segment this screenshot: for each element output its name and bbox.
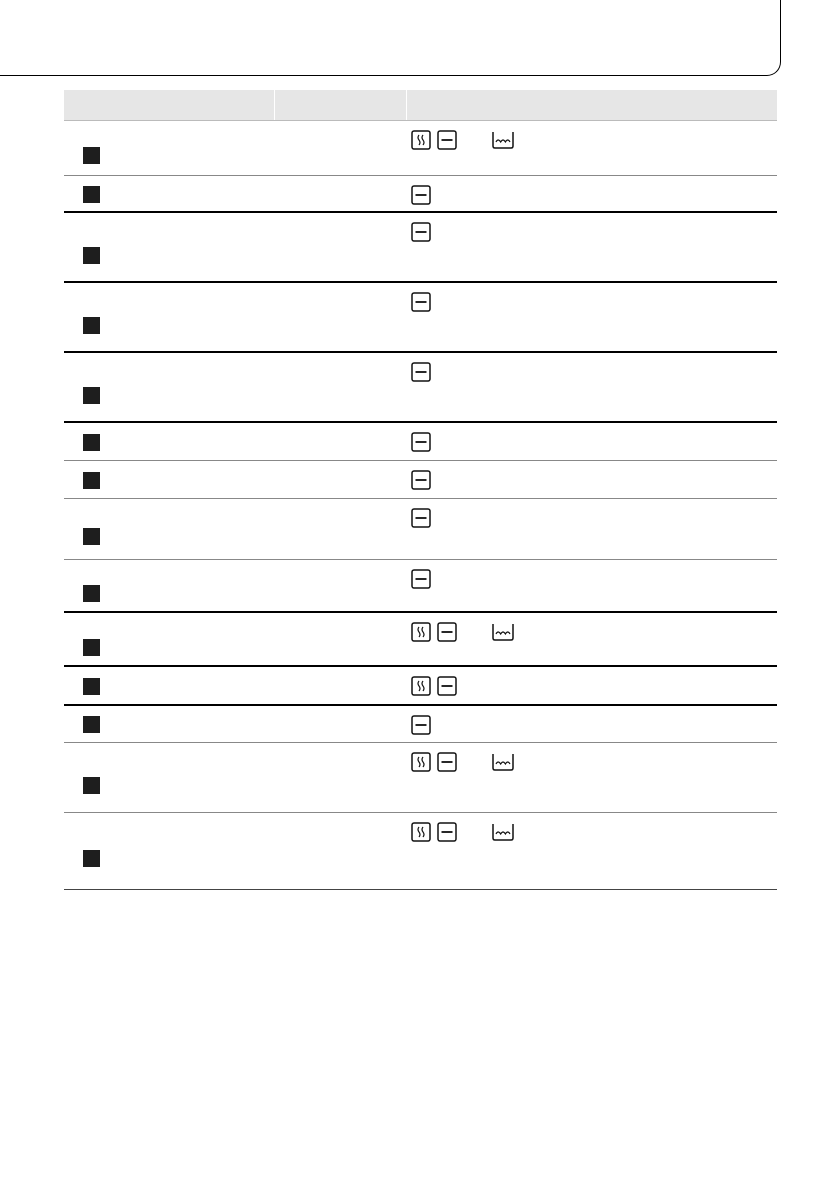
function-icons — [411, 470, 437, 490]
heat-element-icon — [437, 822, 457, 842]
heat-element-icon — [411, 185, 431, 205]
heat-element-icon — [411, 569, 431, 589]
table-row — [64, 461, 777, 499]
table-row — [64, 121, 777, 176]
steam-icon — [411, 822, 431, 842]
table-row — [64, 213, 777, 283]
steam-icon — [411, 752, 431, 772]
table-row — [64, 499, 777, 560]
table-header — [64, 90, 777, 121]
function-icons — [411, 130, 521, 150]
table-row — [64, 353, 777, 423]
table-row — [64, 743, 777, 813]
steam-icon — [411, 676, 431, 696]
heat-element-icon — [411, 362, 431, 382]
heat-element-icon — [437, 676, 457, 696]
function-icons — [411, 822, 521, 842]
table-row — [64, 667, 777, 706]
row-number-marker — [83, 247, 100, 264]
heat-element-icon — [411, 222, 431, 242]
water-tray-icon — [491, 752, 515, 772]
function-icons — [411, 292, 437, 312]
table-row — [64, 423, 777, 461]
function-icons — [411, 362, 437, 382]
row-number-marker — [83, 387, 100, 404]
water-tray-icon — [491, 130, 515, 150]
function-icons — [411, 715, 437, 735]
water-tray-icon — [491, 622, 515, 642]
row-number-marker — [83, 585, 100, 602]
heat-element-icon — [437, 752, 457, 772]
table-row — [64, 706, 777, 743]
water-tray-icon — [491, 822, 515, 842]
row-number-marker — [83, 528, 100, 545]
row-number-marker — [83, 317, 100, 334]
function-icons — [411, 222, 437, 242]
heat-element-icon — [411, 715, 431, 735]
table-row — [64, 613, 777, 667]
row-number-marker — [83, 850, 100, 867]
function-icons — [411, 569, 437, 589]
table-row — [64, 560, 777, 613]
heat-element-icon — [411, 432, 431, 452]
heat-element-icon — [411, 470, 431, 490]
heat-element-icon — [411, 292, 431, 312]
row-number-marker — [83, 186, 100, 203]
function-icons — [411, 185, 437, 205]
header-column-separator — [406, 90, 407, 120]
steam-icon — [411, 130, 431, 150]
function-icons — [411, 622, 521, 642]
page-corner-border — [0, 0, 781, 76]
row-number-marker — [83, 716, 100, 733]
row-number-marker — [83, 147, 100, 164]
function-icons — [411, 432, 437, 452]
steam-icon — [411, 622, 431, 642]
table-row — [64, 283, 777, 353]
table-row — [64, 813, 777, 890]
row-number-marker — [83, 777, 100, 794]
row-number-marker — [83, 678, 100, 695]
function-icons — [411, 676, 463, 696]
row-number-marker — [83, 639, 100, 656]
heat-element-icon — [437, 622, 457, 642]
settings-table — [64, 90, 777, 890]
row-number-marker — [83, 472, 100, 489]
row-number-marker — [83, 434, 100, 451]
header-column-separator — [274, 90, 275, 120]
table-body — [64, 121, 777, 890]
heat-element-icon — [437, 130, 457, 150]
table-row — [64, 176, 777, 213]
function-icons — [411, 752, 521, 772]
function-icons — [411, 508, 437, 528]
heat-element-icon — [411, 508, 431, 528]
